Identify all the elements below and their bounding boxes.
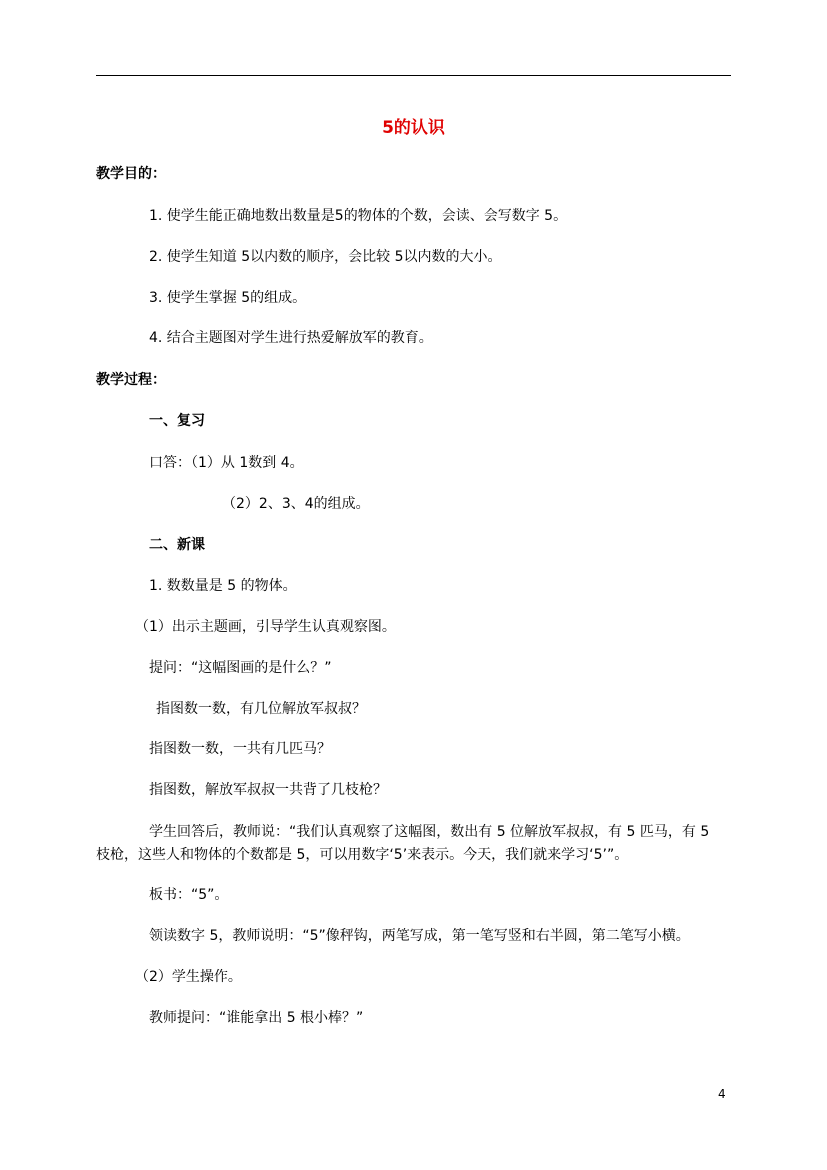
goal-item: 4. 结合主题图对学生进行热爱解放军的教育。	[149, 330, 433, 346]
review-line: 口答：（1）从 1数到 4。	[149, 455, 304, 471]
body-line: （1）出示主题画，引导学生认真观察图。	[135, 619, 396, 635]
review-line: （2）2、3、4的组成。	[222, 496, 370, 512]
body-line: 1. 数数量是 5 的物体。	[149, 578, 297, 594]
body-line: 教师提问：“谁能拿出 5 根小棒？”	[149, 1010, 364, 1026]
body-line: 领读数字 5，教师说明：“5”像秤钩，两笔写成，第一笔写竖和右半圆，第二笔写小横。	[149, 928, 690, 944]
goal-item: 2. 使学生知道 5以内数的顺序，会比较 5以内数的大小。	[149, 249, 502, 265]
body-line: 指图数一数，一共有几匹马？	[149, 741, 331, 757]
body-line: 枝枪，这些人和物体的个数都是 5，可以用数字‘5’来表示。今天，我们就来学习‘5’”。	[96, 847, 629, 863]
newlesson-heading: 二、新课	[149, 537, 205, 553]
document-title: 5的认识	[382, 118, 445, 138]
body-line: 学生回答后，教师说：“我们认真观察了这幅图，数出有 5 位解放军叔叔，有 5 匹马，有 5	[149, 824, 710, 840]
goal-item: 1. 使学生能正确地数出数量是5的物体的个数，会读、会写数字 5。	[149, 208, 568, 224]
body-line: 板书：“5”。	[149, 887, 229, 903]
body-line: 指图数，解放军叔叔一共背了几枝枪？	[149, 782, 387, 798]
goals-heading: 教学目的：	[96, 166, 166, 182]
header-rule	[96, 75, 731, 76]
review-heading: 一、复习	[149, 413, 205, 429]
goal-item: 3. 使学生掌握 5的组成。	[149, 290, 307, 306]
page-number: 4	[718, 1087, 726, 1101]
body-line: （2）学生操作。	[135, 969, 242, 985]
body-line: 提问：“这幅图画的是什么？”	[149, 660, 332, 676]
body-line: 指图数一数，有几位解放军叔叔？	[156, 701, 366, 717]
process-heading: 教学过程：	[96, 372, 166, 388]
